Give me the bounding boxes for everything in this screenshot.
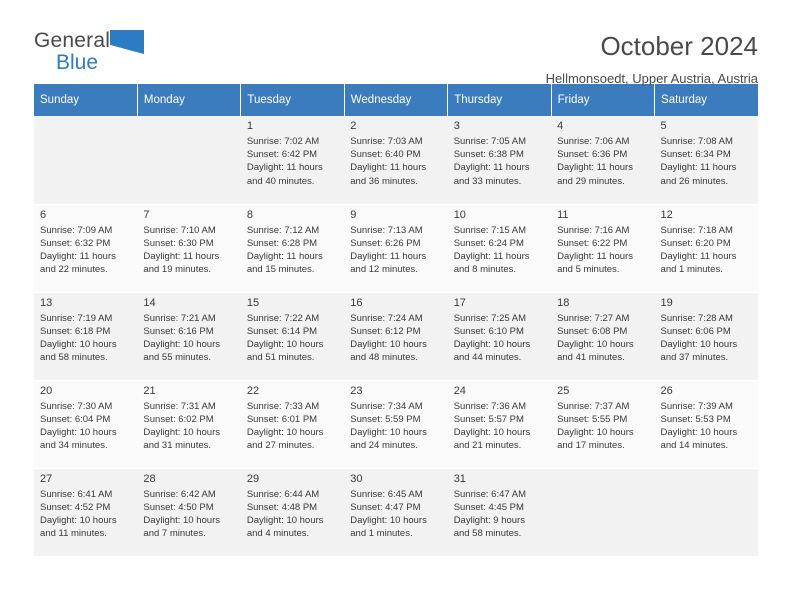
day-info-line: and 27 minutes. bbox=[246, 440, 315, 452]
day-info-line: Sunset: 6:28 PM bbox=[246, 237, 318, 249]
calendar-day-cell[interactable] bbox=[241, 116, 344, 204]
day-info-line: Daylight: 10 hours bbox=[143, 514, 220, 526]
calendar-day-cell[interactable] bbox=[241, 292, 344, 380]
day-number: 6 bbox=[40, 208, 47, 221]
day-info-line: Sunrise: 7:27 AM bbox=[557, 312, 630, 324]
day-info-line: Sunset: 5:59 PM bbox=[350, 413, 421, 425]
day-info-line: Sunset: 6:14 PM bbox=[246, 325, 318, 337]
day-info-line: Daylight: 11 hours bbox=[557, 162, 633, 174]
day-info-line: and 8 minutes. bbox=[453, 264, 517, 276]
day-number: 5 bbox=[660, 120, 667, 132]
day-info-line: Sunrise: 7:12 AM bbox=[246, 224, 320, 236]
day-info-line: and 21 minutes. bbox=[453, 440, 522, 452]
day-info-line: Daylight: 11 hours bbox=[557, 250, 633, 262]
day-info-line: and 22 minutes. bbox=[40, 264, 108, 276]
day-info-line: Sunset: 6:08 PM bbox=[557, 325, 628, 337]
day-info-line: Sunrise: 7:15 AM bbox=[453, 224, 527, 236]
day-info-line: Sunset: 6:42 PM bbox=[246, 149, 318, 161]
day-info-line: Sunset: 4:52 PM bbox=[40, 501, 111, 513]
day-info-line: Sunset: 6:12 PM bbox=[350, 325, 421, 337]
day-info-line: and 40 minutes. bbox=[246, 175, 315, 187]
calendar-day-cell[interactable] bbox=[551, 204, 654, 292]
calendar-day-cell[interactable] bbox=[137, 380, 240, 468]
calendar-day-cell[interactable] bbox=[448, 292, 551, 380]
day-info-line: Sunrise: 7:22 AM bbox=[246, 312, 320, 324]
calendar-week-row bbox=[34, 116, 758, 204]
day-info-line: Daylight: 10 hours bbox=[246, 426, 324, 438]
day-info-line: Daylight: 10 hours bbox=[40, 338, 117, 350]
day-info-line: Daylight: 11 hours bbox=[246, 250, 323, 262]
day-info-line: Sunrise: 7:25 AM bbox=[453, 312, 527, 324]
calendar-day-cell[interactable] bbox=[241, 204, 344, 292]
day-info-line: Sunset: 4:50 PM bbox=[143, 501, 214, 513]
calendar-day-cell[interactable] bbox=[241, 380, 344, 468]
day-number: 14 bbox=[143, 296, 156, 309]
day-info-line: Daylight: 10 hours bbox=[40, 426, 117, 438]
day-number: 10 bbox=[453, 208, 466, 221]
day-info-line: and 26 minutes. bbox=[660, 175, 729, 187]
calendar-day-cell[interactable] bbox=[344, 468, 447, 556]
day-info-line: Sunrise: 7:05 AM bbox=[453, 136, 527, 147]
day-number: 2 bbox=[350, 120, 357, 132]
day-info-line: Sunset: 6:26 PM bbox=[350, 237, 421, 249]
day-number: 1 bbox=[246, 120, 253, 132]
day-number: 16 bbox=[350, 296, 363, 309]
day-info-line: Daylight: 10 hours bbox=[246, 514, 324, 526]
weekday-header-thursday: Thursday bbox=[448, 84, 551, 116]
day-info-line: Sunset: 6:36 PM bbox=[557, 149, 628, 161]
day-info-line: and 58 minutes. bbox=[40, 352, 108, 364]
day-info-line: Sunrise: 6:41 AM bbox=[40, 488, 113, 500]
weekday-header-sunday: Sunday bbox=[34, 84, 137, 116]
calendar-day-cell[interactable] bbox=[655, 204, 758, 292]
calendar-day-cell[interactable] bbox=[34, 292, 137, 380]
day-number: 22 bbox=[246, 384, 260, 397]
day-info-line: Sunrise: 7:19 AM bbox=[40, 312, 113, 324]
day-info-line: Sunset: 6:10 PM bbox=[453, 325, 524, 337]
day-number: 21 bbox=[143, 384, 156, 397]
day-number: 13 bbox=[40, 296, 53, 309]
day-info-line: Daylight: 11 hours bbox=[350, 162, 427, 174]
day-info-line: and 34 minutes. bbox=[40, 440, 108, 452]
day-info-line: Sunrise: 6:44 AM bbox=[246, 488, 320, 500]
day-info-line: Sunset: 6:38 PM bbox=[453, 149, 524, 161]
calendar-day-cell[interactable] bbox=[344, 116, 447, 204]
day-info-line: and 15 minutes. bbox=[246, 264, 315, 276]
day-info-line: and 1 minutes. bbox=[350, 528, 413, 540]
day-info-line: Daylight: 10 hours bbox=[143, 338, 220, 350]
day-info-line: Daylight: 11 hours bbox=[453, 250, 530, 262]
calendar-day-cell[interactable] bbox=[344, 380, 447, 468]
calendar-day-cell[interactable] bbox=[551, 292, 654, 380]
day-info-line: and 58 minutes. bbox=[453, 528, 522, 540]
logo bbox=[34, 30, 154, 76]
day-info-line: Daylight: 11 hours bbox=[246, 162, 323, 174]
day-info-line: Sunset: 6:06 PM bbox=[660, 325, 731, 337]
day-info-line: and 11 minutes. bbox=[40, 528, 107, 540]
calendar-day-cell[interactable] bbox=[34, 204, 137, 292]
calendar-table bbox=[34, 84, 758, 557]
day-info-line: and 48 minutes. bbox=[350, 352, 418, 364]
day-info-line: and 36 minutes. bbox=[350, 175, 418, 187]
day-number: 9 bbox=[350, 208, 357, 221]
day-info-line: Sunrise: 7:10 AM bbox=[143, 224, 216, 236]
day-info-line: Daylight: 11 hours bbox=[143, 250, 220, 262]
logo-text-blue: Blue bbox=[56, 51, 99, 74]
calendar-week-row bbox=[34, 204, 758, 292]
day-info-line: Sunrise: 7:21 AM bbox=[143, 312, 216, 324]
calendar-day-cell[interactable] bbox=[344, 204, 447, 292]
day-info-line: and 14 minutes. bbox=[660, 440, 729, 452]
day-info-line: Daylight: 11 hours bbox=[350, 250, 427, 262]
day-info-line: Sunset: 6:16 PM bbox=[143, 325, 214, 337]
day-info-line: and 31 minutes. bbox=[143, 440, 212, 452]
day-info-line: Sunset: 5:53 PM bbox=[660, 413, 731, 425]
title-block bbox=[546, 30, 758, 86]
day-info-line: Sunrise: 6:47 AM bbox=[453, 488, 527, 500]
day-number: 19 bbox=[660, 296, 673, 309]
calendar-day-cell[interactable] bbox=[551, 116, 654, 204]
day-info-line: and 1 minutes. bbox=[660, 264, 723, 276]
day-number: 24 bbox=[453, 384, 466, 397]
day-info-line: Daylight: 10 hours bbox=[350, 338, 427, 350]
day-info-line: Sunset: 6:30 PM bbox=[143, 237, 214, 249]
day-info-line: Sunrise: 7:34 AM bbox=[350, 400, 423, 412]
calendar-day-cell[interactable] bbox=[34, 468, 137, 556]
day-info-line: Sunset: 6:02 PM bbox=[143, 413, 214, 425]
weekday-header-friday: Friday bbox=[551, 84, 654, 116]
day-info-line: Sunrise: 7:16 AM bbox=[557, 224, 630, 236]
weekday-header-saturday: Saturday bbox=[655, 84, 758, 116]
day-info-line: Daylight: 10 hours bbox=[350, 514, 427, 526]
calendar-day-cell[interactable] bbox=[655, 380, 758, 468]
day-number: 15 bbox=[246, 296, 260, 309]
day-info-line: Sunset: 5:57 PM bbox=[453, 413, 524, 425]
day-info-line: Sunrise: 7:02 AM bbox=[246, 136, 320, 147]
day-info-line: Sunrise: 7:28 AM bbox=[660, 312, 733, 324]
weekday-header-monday: Monday bbox=[137, 84, 240, 116]
day-info-line: and 33 minutes. bbox=[453, 175, 522, 187]
calendar-day-cell[interactable] bbox=[655, 116, 758, 204]
day-info-line: Daylight: 11 hours bbox=[660, 250, 737, 262]
day-number: 11 bbox=[557, 208, 569, 221]
page-title: October 2024 bbox=[600, 31, 758, 61]
day-info-line: and 24 minutes. bbox=[350, 440, 418, 452]
calendar-day-cell[interactable] bbox=[655, 292, 758, 380]
day-info-line: Daylight: 10 hours bbox=[660, 338, 738, 350]
calendar-day-cell[interactable] bbox=[448, 380, 551, 468]
day-info-line: and 4 minutes. bbox=[246, 528, 310, 540]
day-info-line: and 5 minutes. bbox=[557, 264, 620, 276]
day-number: 26 bbox=[660, 384, 673, 397]
day-info-line: and 51 minutes. bbox=[246, 352, 315, 364]
day-info-line: Sunset: 5:55 PM bbox=[557, 413, 628, 425]
day-number: 28 bbox=[143, 472, 156, 485]
day-info-line: and 44 minutes. bbox=[453, 352, 522, 364]
calendar-day-cell[interactable] bbox=[448, 468, 551, 556]
day-number: 18 bbox=[557, 296, 570, 309]
day-number: 25 bbox=[557, 384, 570, 397]
calendar-week-row bbox=[34, 380, 758, 468]
calendar-week-row bbox=[34, 292, 758, 380]
day-info-line: Sunset: 6:18 PM bbox=[40, 325, 111, 337]
day-info-line: Sunrise: 6:42 AM bbox=[143, 488, 216, 500]
day-info-line: Sunset: 6:24 PM bbox=[453, 237, 524, 249]
calendar-cell-empty bbox=[34, 116, 137, 204]
day-info-line: Sunrise: 7:31 AM bbox=[143, 400, 216, 412]
day-info-line: Sunset: 6:01 PM bbox=[246, 413, 318, 425]
day-number: 4 bbox=[557, 120, 564, 132]
calendar-day-cell[interactable] bbox=[241, 468, 344, 556]
day-info-line: and 37 minutes. bbox=[660, 352, 729, 364]
day-number: 23 bbox=[350, 384, 363, 397]
day-info-line: and 41 minutes. bbox=[557, 352, 625, 364]
calendar-day-cell[interactable] bbox=[448, 116, 551, 204]
day-number: 7 bbox=[143, 208, 150, 221]
calendar-cell-empty bbox=[655, 468, 758, 556]
day-info-line: Daylight: 10 hours bbox=[557, 338, 634, 350]
calendar-day-cell[interactable] bbox=[344, 292, 447, 380]
calendar-cell-empty bbox=[551, 468, 654, 556]
calendar-day-cell[interactable] bbox=[137, 204, 240, 292]
calendar-day-cell[interactable] bbox=[448, 204, 551, 292]
day-info-line: Sunset: 6:04 PM bbox=[40, 413, 111, 425]
day-number: 12 bbox=[660, 208, 673, 221]
day-info-line: Daylight: 10 hours bbox=[453, 426, 531, 438]
calendar-day-cell[interactable] bbox=[34, 380, 137, 468]
day-info-line: Sunrise: 7:36 AM bbox=[453, 400, 527, 412]
day-info-line: Sunrise: 7:06 AM bbox=[557, 136, 630, 147]
day-number: 29 bbox=[246, 472, 260, 485]
day-number: 3 bbox=[453, 120, 460, 132]
day-number: 17 bbox=[453, 296, 466, 309]
day-info-line: Sunrise: 7:33 AM bbox=[246, 400, 320, 412]
calendar-day-cell[interactable] bbox=[137, 468, 240, 556]
weekday-header-row bbox=[34, 84, 758, 116]
day-info-line: Daylight: 10 hours bbox=[143, 426, 220, 438]
day-number: 20 bbox=[40, 384, 53, 397]
day-info-line: Daylight: 10 hours bbox=[246, 338, 324, 350]
day-info-line: Sunrise: 7:03 AM bbox=[350, 136, 423, 147]
calendar-week-row bbox=[34, 468, 758, 556]
weekday-header-tuesday: Tuesday bbox=[241, 84, 344, 116]
day-info-line: Daylight: 11 hours bbox=[660, 162, 737, 174]
day-info-line: Daylight: 10 hours bbox=[453, 338, 531, 350]
day-info-line: Sunrise: 7:08 AM bbox=[660, 136, 733, 147]
day-info-line: Sunset: 6:20 PM bbox=[660, 237, 731, 249]
day-info-line: and 55 minutes. bbox=[143, 352, 212, 364]
day-info-line: and 7 minutes. bbox=[143, 528, 206, 540]
day-info-line: and 12 minutes. bbox=[350, 264, 418, 276]
day-info-line: Sunset: 4:48 PM bbox=[246, 501, 318, 513]
day-info-line: Sunrise: 7:39 AM bbox=[660, 400, 733, 412]
day-info-line: and 29 minutes. bbox=[557, 175, 625, 187]
day-info-line: Daylight: 10 hours bbox=[40, 514, 117, 526]
calendar-day-cell[interactable] bbox=[137, 292, 240, 380]
day-info-line: Sunset: 6:34 PM bbox=[660, 149, 731, 161]
day-number: 8 bbox=[246, 208, 253, 221]
day-info-line: and 17 minutes. bbox=[557, 440, 625, 452]
day-info-line: Daylight: 9 hours bbox=[453, 514, 525, 526]
day-number: 27 bbox=[40, 472, 53, 485]
logo-text-general: General bbox=[34, 29, 111, 52]
day-info-line: and 19 minutes. bbox=[143, 264, 212, 276]
calendar-body bbox=[34, 116, 758, 556]
day-info-line: Sunrise: 6:45 AM bbox=[350, 488, 423, 500]
day-info-line: Sunset: 4:47 PM bbox=[350, 501, 421, 513]
day-info-line: Sunset: 6:22 PM bbox=[557, 237, 628, 249]
page-header bbox=[34, 0, 758, 86]
day-number: 31 bbox=[453, 472, 466, 485]
day-info-line: Sunrise: 7:37 AM bbox=[557, 400, 630, 412]
day-info-line: Sunrise: 7:30 AM bbox=[40, 400, 113, 412]
weekday-header-wednesday: Wednesday bbox=[344, 84, 447, 116]
day-info-line: Daylight: 11 hours bbox=[453, 162, 530, 174]
day-info-line: Sunset: 6:40 PM bbox=[350, 149, 421, 161]
day-info-line: Daylight: 10 hours bbox=[557, 426, 634, 438]
day-number: 30 bbox=[350, 472, 363, 485]
day-info-line: Sunrise: 7:09 AM bbox=[40, 224, 113, 236]
day-info-line: Sunrise: 7:13 AM bbox=[350, 224, 423, 236]
day-info-line: Sunset: 4:45 PM bbox=[453, 501, 524, 513]
location-subtitle: Hellmonsoedt, Upper Austria, Austria bbox=[545, 70, 758, 86]
day-info-line: Sunset: 6:32 PM bbox=[40, 237, 111, 249]
calendar-day-cell[interactable] bbox=[551, 380, 654, 468]
day-info-line: Daylight: 10 hours bbox=[660, 426, 738, 438]
day-info-line: Sunrise: 7:24 AM bbox=[350, 312, 423, 324]
day-info-line: Daylight: 10 hours bbox=[350, 426, 427, 438]
calendar-cell-empty bbox=[137, 116, 240, 204]
day-info-line: Sunrise: 7:18 AM bbox=[660, 224, 733, 236]
day-info-line: Daylight: 11 hours bbox=[40, 250, 116, 262]
